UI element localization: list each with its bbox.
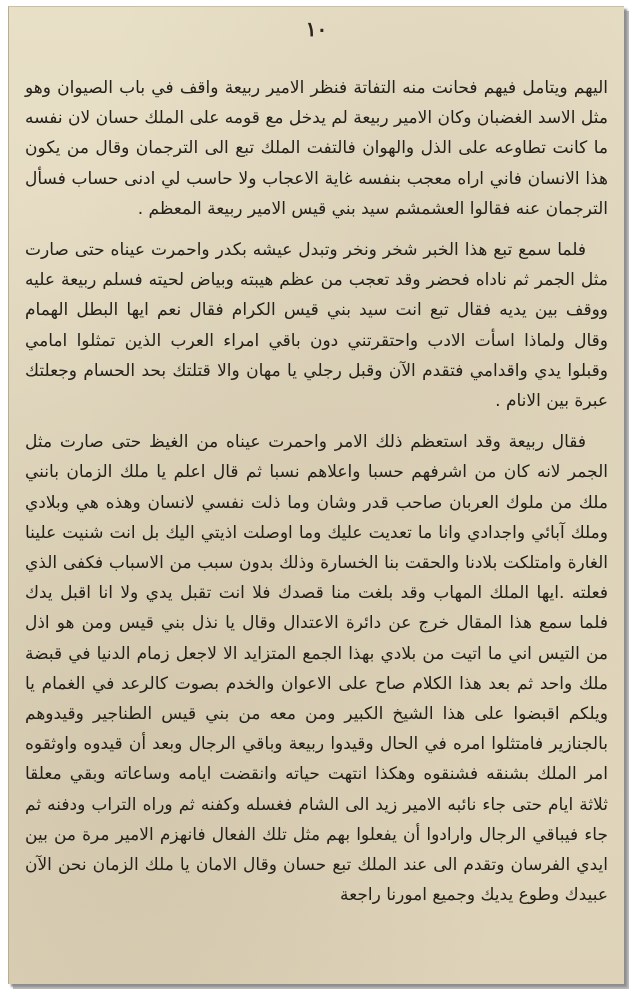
- page-body: [25, 73, 608, 910]
- paragraph-1: اليهم ويتامل فيهم فحانت منه التفاتة فنظر الامير ربيعة واقف في باب الصيوان وهو مثل الاسد الغضبان وكان الامير ربيعة لم يدخل مع قومه على الملك حسان لان نفسه ما كانت تطاوعه على الذل والهوان فالتفت الملك تبع الى الترجمان وقال من يكون هذا الانسان فاني اراه معجب بنفسه غاية الاعجاب ولا حاسب لي ادنى حساب فسأل الترجمان عنه فقالوا العشمشم سيد بني قيس الامير ربيعة المعظم .: [25, 78, 608, 219]
- paragraph-2: فلما سمع تبع هذا الخبر شخر ونخر وتبدل عيشه بكدر واحمرت عيناه حتى صارت مثل الجمر ثم ناداه فحضر وقد تعجب من عظم هيبته وبياض لحيته فسلم ربيعة عليه ووقف بين يديه فقال تبع انت سيد بني قيس الكرام فقال نعم ايها البطل الهمام وقال ولماذا اسأت الادب واحتقرتني دون باقي امراء العرب الذين تمثلوا امامي وقبلوا يدي واقدامي فتقدم الآن وقبل رجلي يا مهان والا قتلتك بحد الحسام وجعلتك عبرة بين الانام .: [25, 240, 608, 412]
- page-number: ١٠: [305, 17, 328, 41]
- paragraph-3: فقال ربيعة وقد استعظم ذلك الامر واحمرت عيناه من الغيظ حتى صارت مثل الجمر لانه كان من اشرفهم حسبا واعلاهم نسبا ثم قال اعلم يا ملك الزمان بانني ملك من ملوك العربان صاحب قدر وشان وما ذلت نفسي لانسان وهذه هي وبلادي وملك آبائي واجدادي وانا ما تعديت عليك وما اوصلت اذيتي اليك بل انت شنيت علينا الغارة وامتلكت بلادنا والحقت بنا الخسارة وذلك بدون سبب من الاسباب فكفى الذي فعلته .ايها الملك المهاب وقد بلغت منا قصدك فلا انت تقبل يدي ولا انا اقبل يدك فلما سمع هذا المقال خرج عن دائرة الاعتدال وقال يا نذل بني قيس ومن هو اذل من التيس اني ما اتيت من بلادي بهذا الجمع المتزايد الا لاجعل زمام الدنيا في قبضة ملك واحد ثم بعد هذا الكلام صاح على الاعوان والخدم بصوت كالرعد في الغمام يا ويلكم اقبضوا على هذا الشيخ الكبير ومن معه من بني قيس الطناجير وقيدوهم بالجنازير فامتثلوا امره في الحال وقيدوا ربيعة وباقي الرجال وبعد أن قيدوه واوثقوه امر الملك بشنقه فشنقوه وهكذا انتهت حياته وانقضت ايامه وساعاته وبقي معلقا ثلاثة ايام حتى جاء نائبه الامير زيد الى الشام فغسله وكفنه ثم وراه التراب ودفنه ثم جاء فيباقي الرجال وارادوا أن يفعلوا بهم مثل تلك الفعال فانهزم الامير مرة من بين ايدي الفرسان وتقدم الى عند الملك تبع حسان وقال الامان يا ملك الزمان نحن الآن عبيدك وطوع يديك وجميع امورنا راجعة: [25, 432, 608, 906]
- book-page: [8, 6, 624, 984]
